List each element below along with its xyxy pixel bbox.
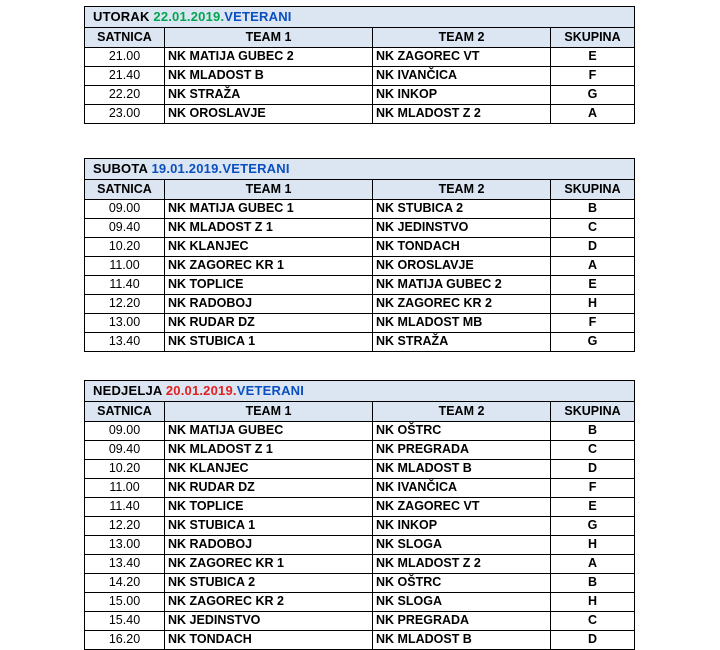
block-title xyxy=(85,7,635,28)
schedule-block xyxy=(84,0,634,124)
match-time: 13.00 xyxy=(85,536,165,555)
table-row xyxy=(85,86,635,105)
team-1: NK MATIJA GUBEC 2 xyxy=(165,48,373,67)
table-row xyxy=(85,631,635,650)
table-row xyxy=(85,498,635,517)
table-row xyxy=(85,257,635,276)
team-2: NK IVANČICA xyxy=(373,67,551,86)
group-label: H xyxy=(551,295,635,314)
match-time: 23.00 xyxy=(85,105,165,124)
match-time: 09.40 xyxy=(85,441,165,460)
block-category: VETERANI xyxy=(222,161,290,177)
table-row xyxy=(85,460,635,479)
table-row xyxy=(85,555,635,574)
table-row xyxy=(85,276,635,295)
match-time: 15.00 xyxy=(85,593,165,612)
column-header: TEAM 1 xyxy=(165,402,373,422)
block-date: 20.01.2019. xyxy=(165,383,237,399)
match-time: 14.20 xyxy=(85,574,165,593)
column-header: SATNICA xyxy=(85,180,165,200)
block-day: UTORAK xyxy=(93,9,154,25)
column-header: TEAM 2 xyxy=(373,402,551,422)
team-2: NK ZAGOREC VT xyxy=(373,48,551,67)
team-2: NK TONDACH xyxy=(373,238,551,257)
group-label: A xyxy=(551,105,635,124)
group-label: C xyxy=(551,441,635,460)
team-1: NK MATIJA GUBEC xyxy=(165,422,373,441)
block-title xyxy=(85,159,635,180)
match-time: 13.00 xyxy=(85,314,165,333)
group-label: H xyxy=(551,536,635,555)
team-1: NK STUBICA 1 xyxy=(165,517,373,536)
match-time: 10.20 xyxy=(85,238,165,257)
block-category: VETERANI xyxy=(236,383,305,399)
team-2: NK OŠTRC xyxy=(373,574,551,593)
team-1: NK ZAGOREC KR 2 xyxy=(165,593,373,612)
team-1: NK RUDAR DZ xyxy=(165,479,373,498)
table-row xyxy=(85,574,635,593)
table-row xyxy=(85,333,635,352)
column-header: TEAM 2 xyxy=(373,28,551,48)
table-row xyxy=(85,422,635,441)
group-label: D xyxy=(551,631,635,650)
block-date: 22.01.2019. xyxy=(153,9,225,25)
team-1: NK STUBICA 2 xyxy=(165,574,373,593)
group-label: F xyxy=(551,314,635,333)
group-label: A xyxy=(551,555,635,574)
team-2: NK OROSLAVJE xyxy=(373,257,551,276)
table-row xyxy=(85,593,635,612)
team-2: NK SLOGA xyxy=(373,536,551,555)
team-2: NK STUBICA 2 xyxy=(373,200,551,219)
team-1: NK RADOBOJ xyxy=(165,295,373,314)
match-time: 09.00 xyxy=(85,200,165,219)
match-time: 11.00 xyxy=(85,479,165,498)
team-2: NK ZAGOREC VT xyxy=(373,498,551,517)
column-header: SKUPINA xyxy=(551,402,635,422)
group-label: F xyxy=(551,479,635,498)
table-row xyxy=(85,48,635,67)
schedule-table xyxy=(84,158,635,352)
match-time: 12.20 xyxy=(85,517,165,536)
column-header: SKUPINA xyxy=(551,180,635,200)
team-1: NK RUDAR DZ xyxy=(165,314,373,333)
table-row xyxy=(85,238,635,257)
match-time: 11.40 xyxy=(85,498,165,517)
team-2: NK OŠTRC xyxy=(373,422,551,441)
team-1: NK MLADOST Z 1 xyxy=(165,219,373,238)
table-row xyxy=(85,67,635,86)
team-2: NK JEDINSTVO xyxy=(373,219,551,238)
team-2: NK MLADOST MB xyxy=(373,314,551,333)
table-row xyxy=(85,314,635,333)
table-row xyxy=(85,219,635,238)
table-row xyxy=(85,441,635,460)
team-1: NK TOPLICE xyxy=(165,498,373,517)
team-1: NK ZAGOREC KR 1 xyxy=(165,555,373,574)
match-time: 10.20 xyxy=(85,460,165,479)
block-day: NEDJELJA xyxy=(93,383,166,399)
team-1: NK TONDACH xyxy=(165,631,373,650)
schedule-table xyxy=(84,6,635,124)
group-label: D xyxy=(551,460,635,479)
block-category: VETERANI xyxy=(224,9,292,25)
table-row xyxy=(85,200,635,219)
match-time: 21.00 xyxy=(85,48,165,67)
team-1: NK STRAŽA xyxy=(165,86,373,105)
match-time: 22.20 xyxy=(85,86,165,105)
team-2: NK MLADOST B xyxy=(373,460,551,479)
match-time: 21.40 xyxy=(85,67,165,86)
table-header-row xyxy=(85,180,635,200)
team-1: NK ZAGOREC KR 1 xyxy=(165,257,373,276)
table-header-row xyxy=(85,402,635,422)
schedule-block xyxy=(84,124,634,352)
match-time: 15.40 xyxy=(85,612,165,631)
match-time: 09.00 xyxy=(85,422,165,441)
group-label: B xyxy=(551,574,635,593)
group-label: E xyxy=(551,276,635,295)
match-time: 11.00 xyxy=(85,257,165,276)
group-label: E xyxy=(551,48,635,67)
team-1: NK KLANJEC xyxy=(165,460,373,479)
table-row xyxy=(85,105,635,124)
group-label: B xyxy=(551,200,635,219)
group-label: G xyxy=(551,86,635,105)
block-day: SUBOTA xyxy=(93,161,152,177)
block-date: 19.01.2019. xyxy=(151,161,223,177)
team-1: NK MLADOST B xyxy=(165,67,373,86)
team-2: NK PREGRADA xyxy=(373,612,551,631)
team-2: NK INKOP xyxy=(373,517,551,536)
group-label: F xyxy=(551,67,635,86)
team-1: NK KLANJEC xyxy=(165,238,373,257)
team-2: NK MLADOST Z 2 xyxy=(373,105,551,124)
column-header: SATNICA xyxy=(85,402,165,422)
table-row xyxy=(85,479,635,498)
column-header: SKUPINA xyxy=(551,28,635,48)
group-label: D xyxy=(551,238,635,257)
match-time: 09.40 xyxy=(85,219,165,238)
block-title-row xyxy=(85,7,635,28)
team-1: NK TOPLICE xyxy=(165,276,373,295)
schedule-block xyxy=(84,352,634,650)
team-2: NK PREGRADA xyxy=(373,441,551,460)
team-1: NK MLADOST Z 1 xyxy=(165,441,373,460)
team-1: NK MATIJA GUBEC 1 xyxy=(165,200,373,219)
team-1: NK OROSLAVJE xyxy=(165,105,373,124)
group-label: C xyxy=(551,219,635,238)
team-1: NK RADOBOJ xyxy=(165,536,373,555)
team-2: NK ZAGOREC KR 2 xyxy=(373,295,551,314)
match-time: 12.20 xyxy=(85,295,165,314)
match-time: 16.20 xyxy=(85,631,165,650)
block-title xyxy=(85,381,635,402)
group-label: G xyxy=(551,517,635,536)
group-label: G xyxy=(551,333,635,352)
team-2: NK MATIJA GUBEC 2 xyxy=(373,276,551,295)
team-2: NK MLADOST Z 2 xyxy=(373,555,551,574)
match-time: 13.40 xyxy=(85,555,165,574)
team-2: NK SLOGA xyxy=(373,593,551,612)
schedule-table xyxy=(84,380,635,650)
column-header: TEAM 1 xyxy=(165,28,373,48)
table-header-row xyxy=(85,28,635,48)
group-label: E xyxy=(551,498,635,517)
group-label: B xyxy=(551,422,635,441)
team-1: NK JEDINSTVO xyxy=(165,612,373,631)
team-2: NK IVANČICA xyxy=(373,479,551,498)
block-title-row xyxy=(85,159,635,180)
table-row xyxy=(85,612,635,631)
team-2: NK MLADOST B xyxy=(373,631,551,650)
table-row xyxy=(85,536,635,555)
group-label: H xyxy=(551,593,635,612)
team-2: NK STRAŽA xyxy=(373,333,551,352)
team-2: NK INKOP xyxy=(373,86,551,105)
column-header: TEAM 1 xyxy=(165,180,373,200)
team-1: NK STUBICA 1 xyxy=(165,333,373,352)
match-time: 13.40 xyxy=(85,333,165,352)
table-row xyxy=(85,295,635,314)
column-header: SATNICA xyxy=(85,28,165,48)
column-header: TEAM 2 xyxy=(373,180,551,200)
group-label: C xyxy=(551,612,635,631)
table-row xyxy=(85,517,635,536)
group-label: A xyxy=(551,257,635,276)
block-title-row xyxy=(85,381,635,402)
match-time: 11.40 xyxy=(85,276,165,295)
